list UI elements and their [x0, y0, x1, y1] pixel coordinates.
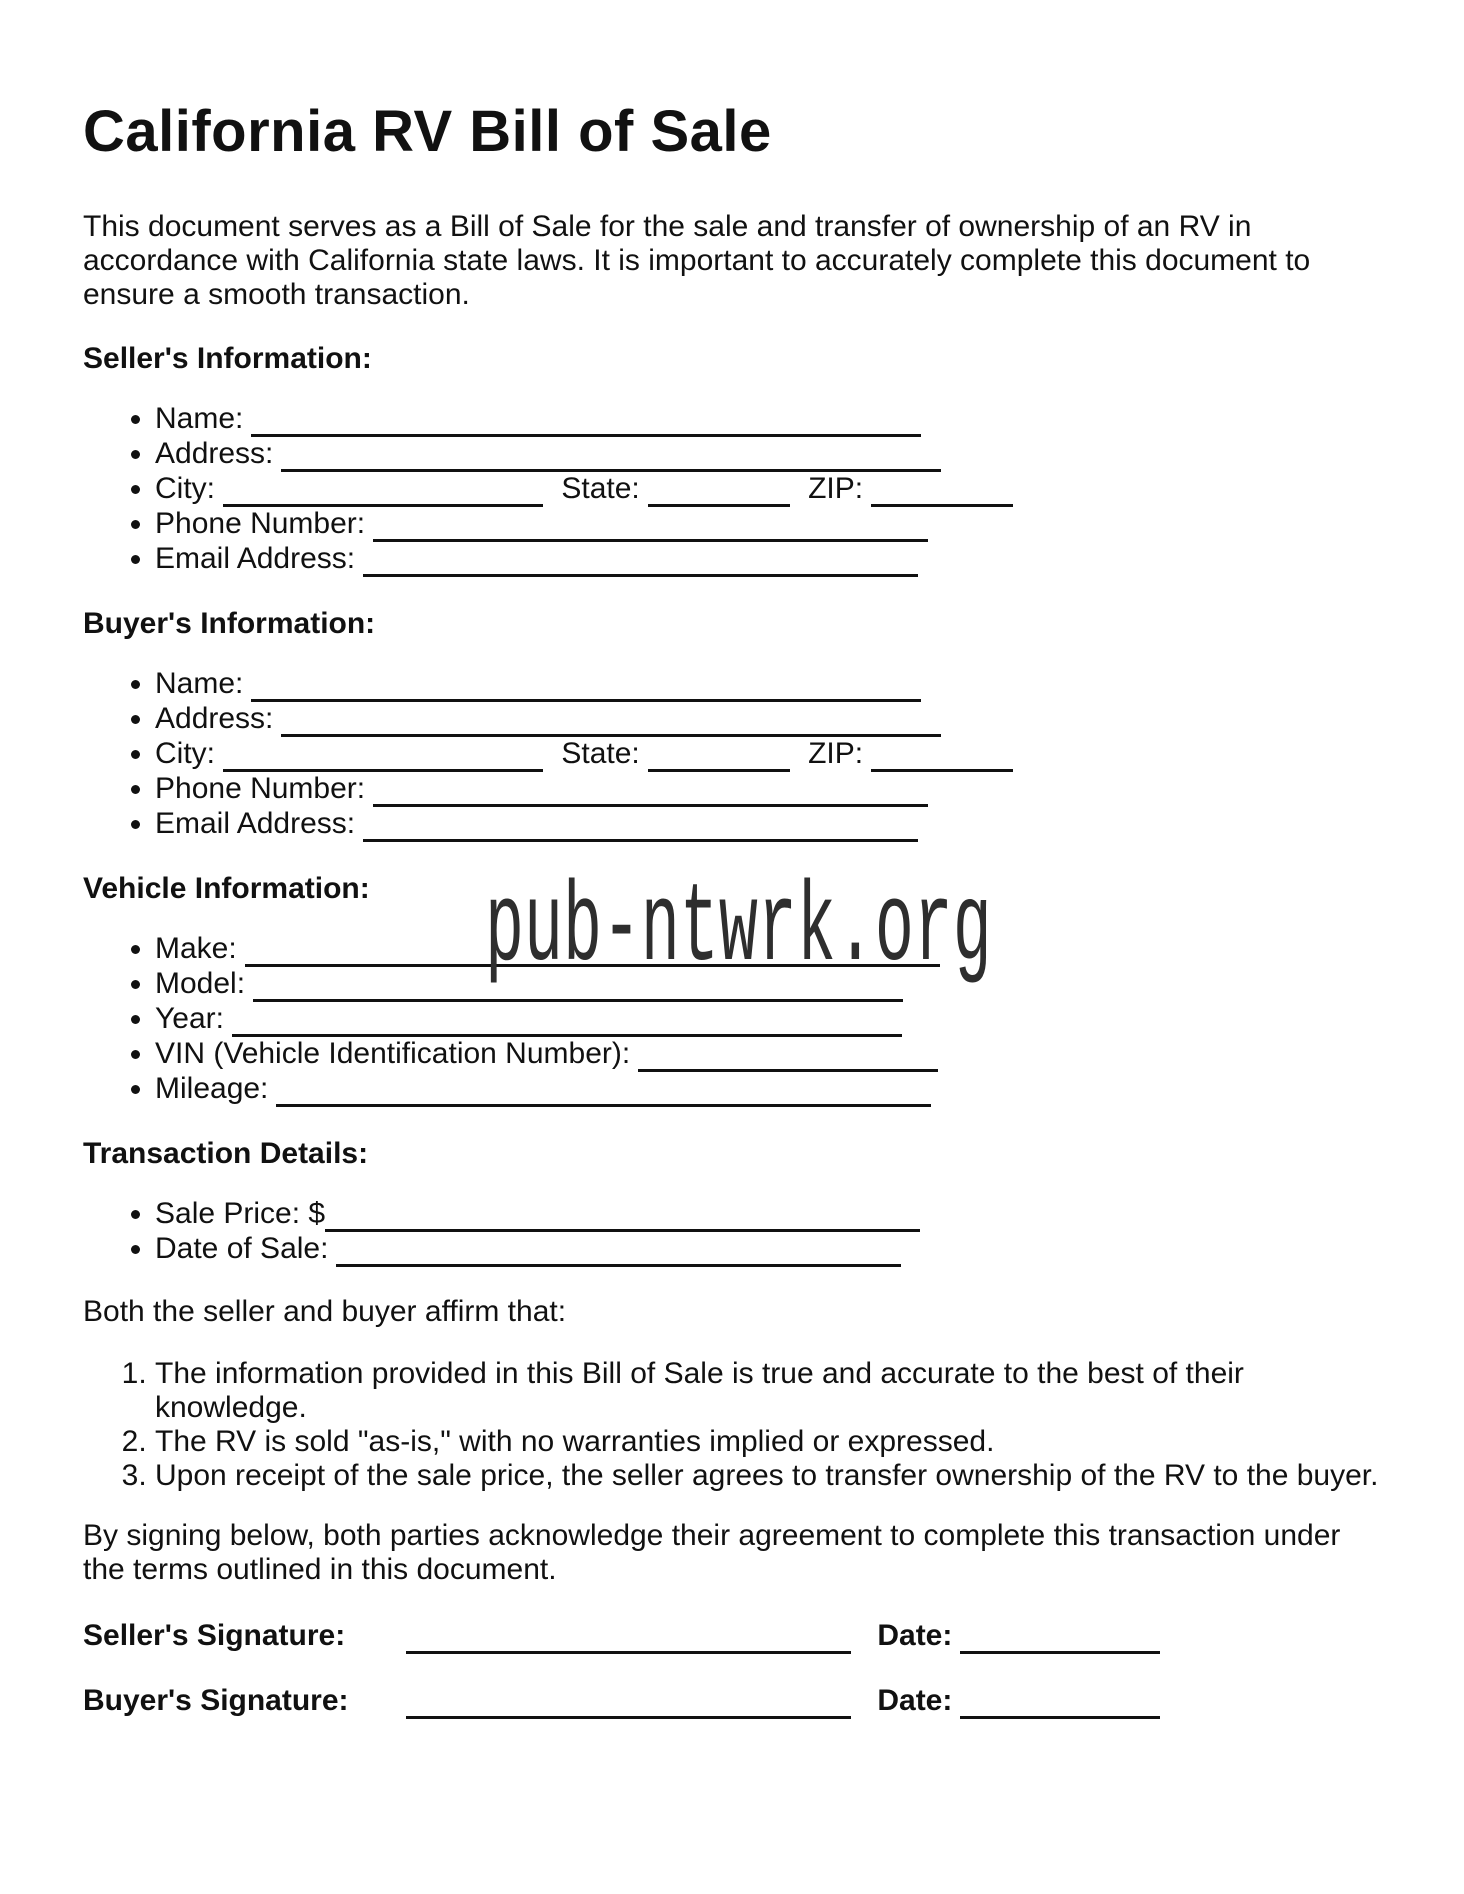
seller-zip-blank-line: [871, 480, 1013, 507]
buyer-signature-blank-line: [406, 1692, 851, 1719]
buyer-email-blank-line: [363, 815, 918, 842]
buyer-state-label: State:: [561, 737, 640, 770]
seller-signature-row: [83, 1619, 1386, 1654]
seller-name-label: Name:: [155, 402, 244, 435]
vehicle-mileage-label: Mileage:: [155, 1072, 269, 1105]
seller-email-row: [155, 542, 1386, 577]
date-of-sale-blank-line: [336, 1240, 901, 1267]
seller-email-blank-line: [363, 550, 918, 577]
affirmation-item-3: 3. Upon receipt of the sale price, the seller agrees to transfer ownership of the RV to the buyer.: [155, 1459, 1386, 1493]
vehicle-make-blank-line: [245, 940, 940, 967]
buyer-address-row: [155, 702, 1386, 737]
seller-city-state-zip-row: [155, 472, 1386, 507]
buyer-email-row: [155, 807, 1386, 842]
buyer-city-state-zip-row: [155, 737, 1386, 772]
vehicle-model-blank-line: [253, 975, 903, 1002]
affirmations-list: [83, 1357, 1386, 1493]
transaction-section-heading: Transaction Details:: [83, 1137, 369, 1170]
buyer-address-blank-line: [281, 710, 941, 737]
buyer-address-label: Address:: [155, 702, 274, 735]
vehicle-year-blank-line: [232, 1010, 902, 1037]
seller-date-blank-line: [960, 1627, 1160, 1654]
vehicle-year-label: Year:: [155, 1002, 224, 1035]
sale-price-blank-line: [325, 1205, 920, 1232]
buyer-zip-label: ZIP:: [808, 737, 864, 770]
affirmation-item-1: 1. The information provided in this Bill of Sale is true and accurate to the best of their knowledge.: [155, 1357, 1386, 1425]
closing-paragraph: By signing below, both parties acknowledge their agreement to complete this transaction under the terms outlined in this document.: [83, 1519, 1341, 1586]
sale-price-row: [155, 1197, 1386, 1232]
buyer-date-blank-line: [960, 1692, 1160, 1719]
buyer-phone-label: Phone Number:: [155, 772, 366, 805]
seller-name-blank-line: [251, 410, 921, 437]
vehicle-mileage-blank-line: [276, 1080, 931, 1107]
vehicle-make-label: Make:: [155, 932, 237, 965]
seller-state-label: State:: [561, 472, 640, 505]
date-of-sale-row: [155, 1232, 1386, 1267]
intro-paragraph: This document serves as a Bill of Sale for the sale and transfer of ownership of an RV in accordance with California state laws. It is important to accurately complete this document to ensure a smooth transaction.: [83, 210, 1311, 311]
seller-signature-blank-line: [406, 1627, 851, 1654]
buyer-fields-list: [83, 667, 1386, 842]
buyer-name-label: Name:: [155, 667, 244, 700]
buyer-email-label: Email Address:: [155, 807, 356, 840]
affirmation-item-2: 2. The RV is sold "as-is," with no warranties implied or expressed.: [155, 1425, 1386, 1459]
seller-state-blank-line: [648, 480, 790, 507]
buyer-name-blank-line: [251, 675, 921, 702]
seller-signature-label: Seller's Signature:: [83, 1619, 346, 1652]
seller-date-label: Date:: [877, 1619, 953, 1652]
buyer-city-label: City:: [155, 737, 215, 770]
seller-zip-label: ZIP:: [808, 472, 864, 505]
vehicle-vin-label: VIN (Vehicle Identification Number):: [155, 1037, 631, 1070]
seller-city-label: City:: [155, 472, 215, 505]
seller-email-label: Email Address:: [155, 542, 356, 575]
seller-phone-label: Phone Number:: [155, 507, 366, 540]
seller-section-heading: Seller's Information:: [83, 342, 372, 375]
date-of-sale-label: Date of Sale:: [155, 1232, 329, 1265]
buyer-name-row: [155, 667, 1386, 702]
vehicle-mileage-row: [155, 1072, 1386, 1107]
seller-city-blank-line: [223, 480, 543, 507]
buyer-signature-row: [83, 1684, 1386, 1719]
buyer-state-blank-line: [648, 745, 790, 772]
buyer-signature-label: Buyer's Signature:: [83, 1684, 349, 1717]
affirmation-intro: Both the seller and buyer affirm that:: [83, 1295, 567, 1328]
watermark: pub-ntwrk.org: [485, 866, 992, 993]
vehicle-model-label: Model:: [155, 967, 246, 1000]
vehicle-model-row: [155, 967, 1386, 1002]
seller-address-row: [155, 437, 1386, 472]
seller-phone-blank-line: [373, 515, 928, 542]
page-title: California RV Bill of Sale: [83, 99, 772, 164]
seller-fields-list: [83, 402, 1386, 577]
seller-name-row: [155, 402, 1386, 437]
vehicle-vin-row: [155, 1037, 1386, 1072]
seller-address-blank-line: [281, 445, 941, 472]
sale-price-label: Sale Price: $: [155, 1197, 326, 1230]
buyer-phone-row: [155, 772, 1386, 807]
vehicle-year-row: [155, 1002, 1386, 1037]
transaction-fields-list: [83, 1197, 1386, 1267]
seller-phone-row: [155, 507, 1386, 542]
buyer-zip-blank-line: [871, 745, 1013, 772]
buyer-date-label: Date:: [877, 1684, 953, 1717]
buyer-city-blank-line: [223, 745, 543, 772]
buyer-phone-blank-line: [373, 780, 928, 807]
vehicle-vin-blank-line: [638, 1045, 938, 1072]
buyer-section-heading: Buyer's Information:: [83, 607, 376, 640]
seller-address-label: Address:: [155, 437, 274, 470]
vehicle-section-heading: Vehicle Information:: [83, 872, 370, 905]
